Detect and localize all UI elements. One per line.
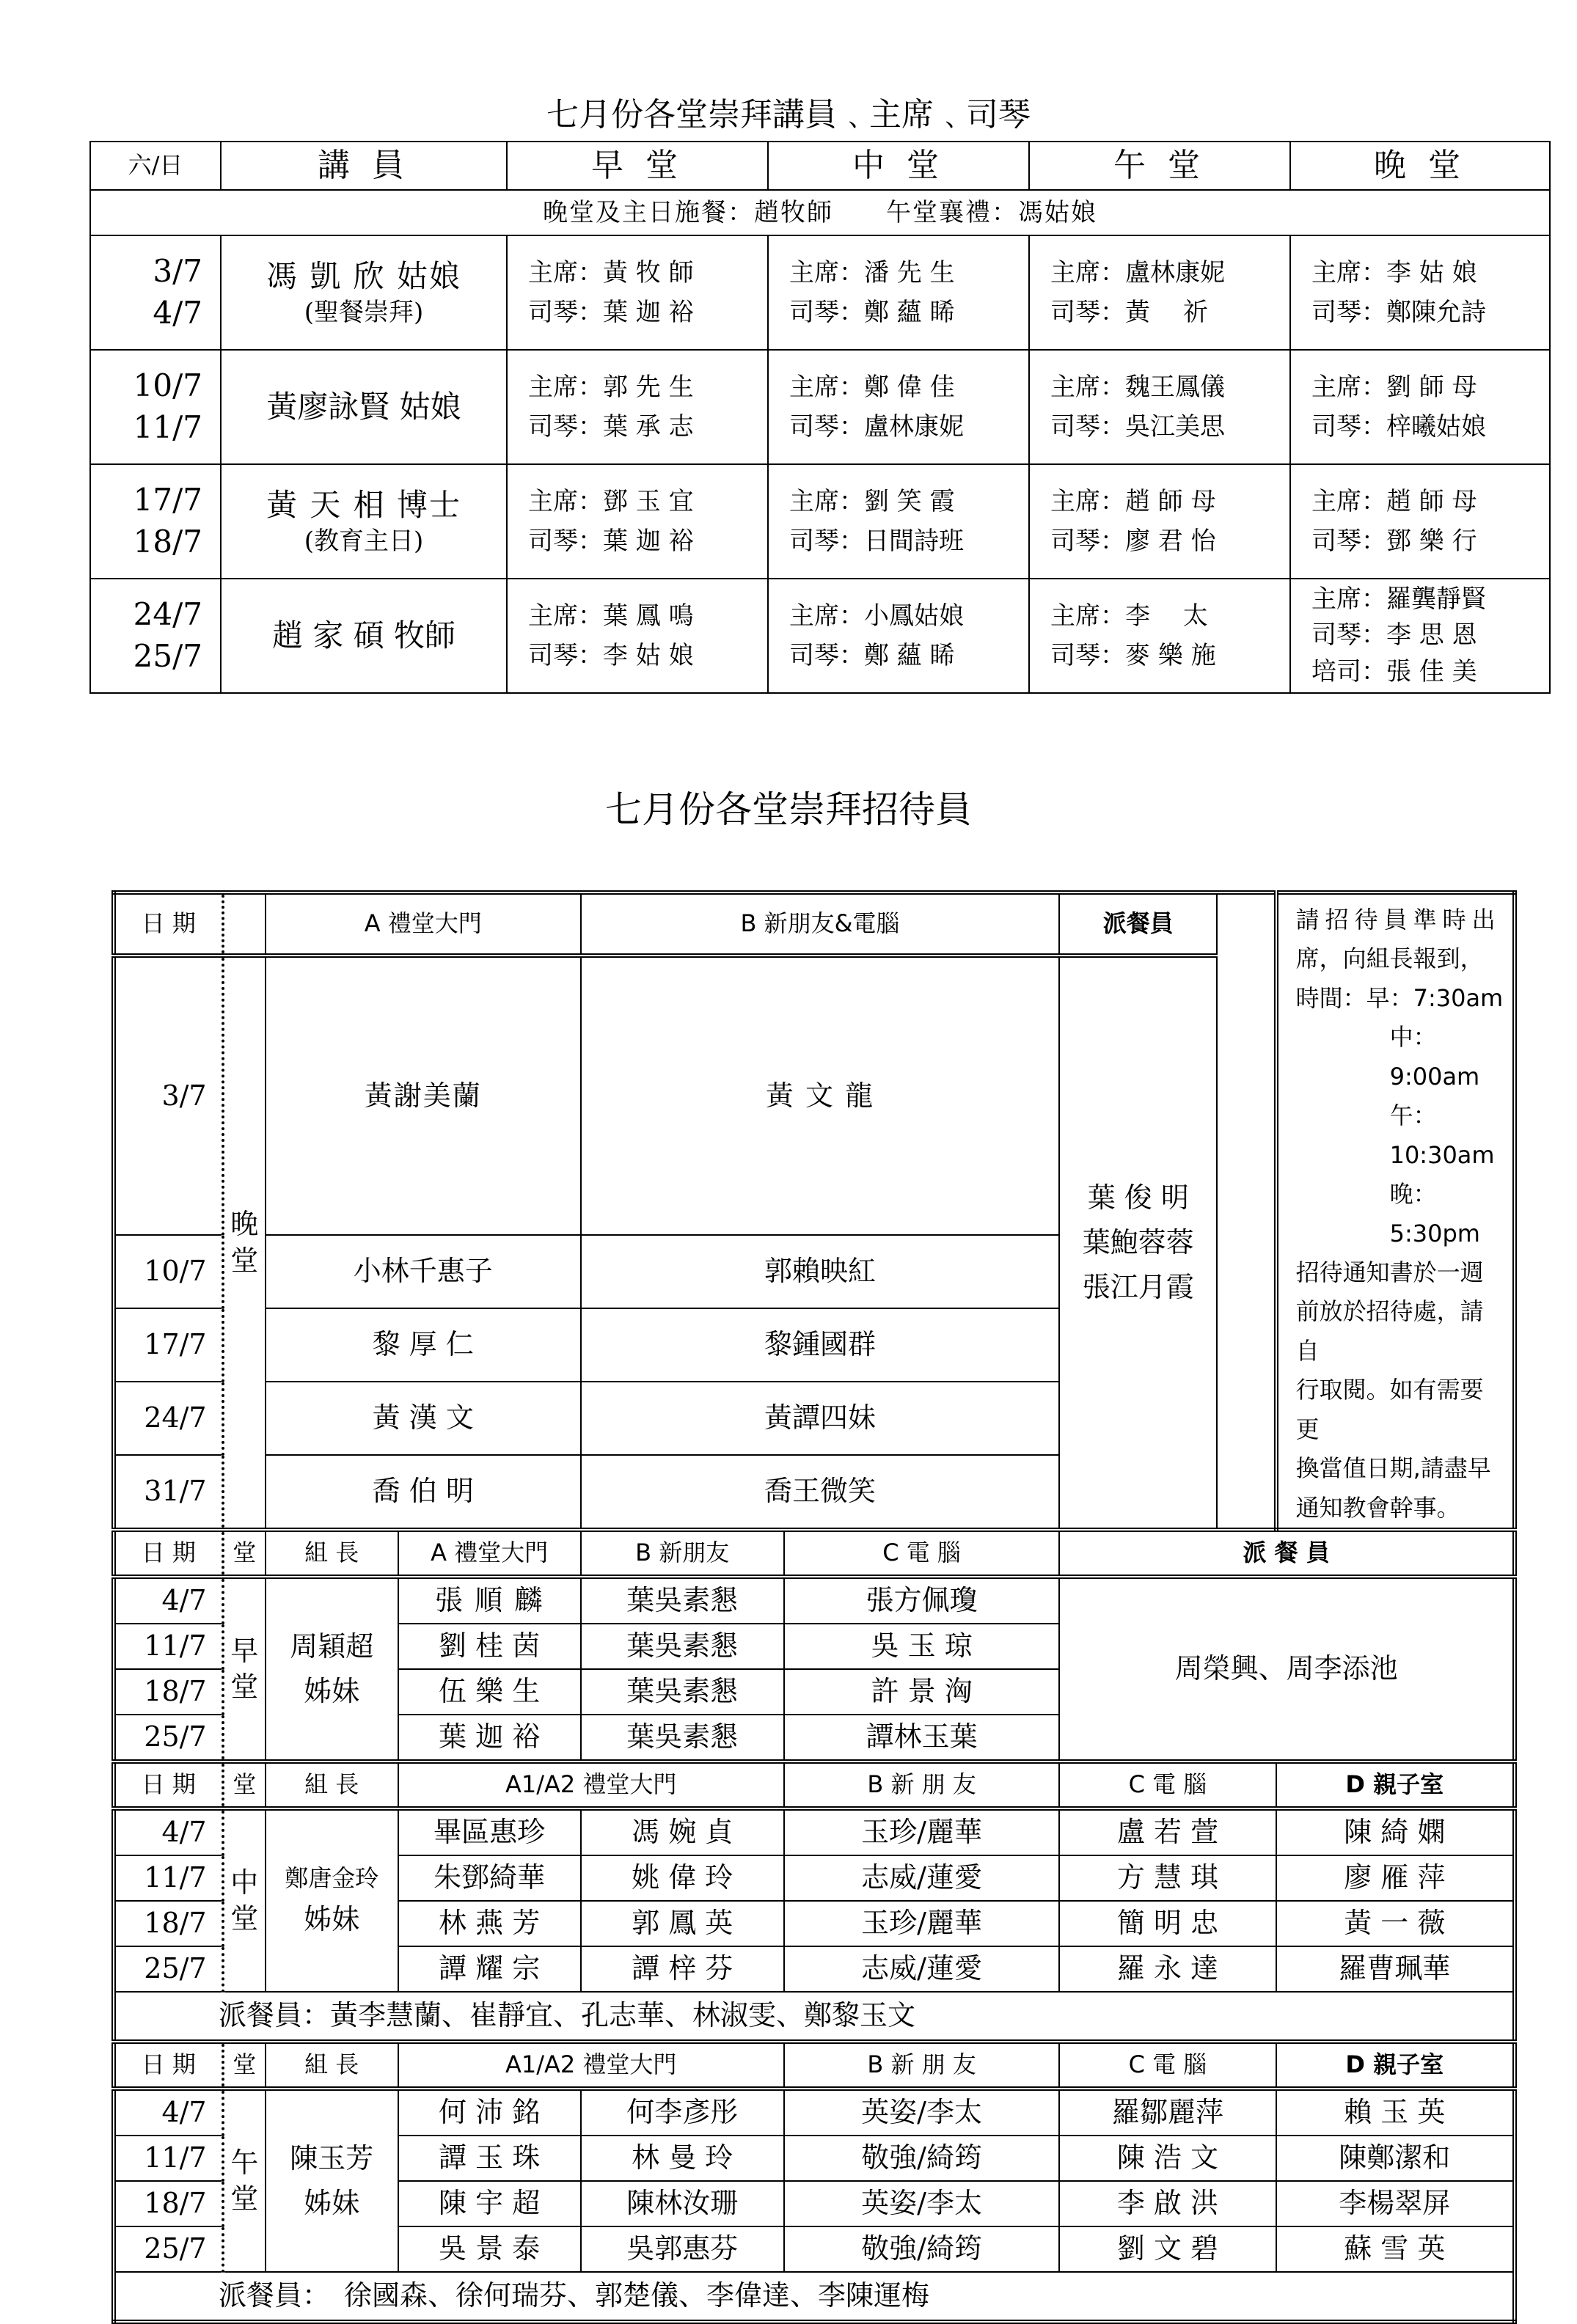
notice-line: 中：9:00am bbox=[1389, 1023, 1480, 1090]
service-cell bbox=[1029, 235, 1290, 350]
early-header-hall: 堂 bbox=[223, 1530, 266, 1577]
afternoon-leader bbox=[266, 2089, 398, 2272]
evening-usher-b: 黃譚四妹 bbox=[581, 1382, 1060, 1455]
organist: 司琴：盧林康妮 bbox=[789, 412, 964, 441]
middle-usher-a2: 郭 鳳 英 bbox=[581, 1901, 784, 1946]
meal-server: 葉鮑蓉蓉 bbox=[1082, 1226, 1194, 1259]
early-row bbox=[114, 1577, 1515, 1624]
evening-header-b: B 新朋友&電腦 bbox=[581, 892, 1060, 956]
evening-header-row bbox=[114, 892, 1515, 956]
middle-meal-servers: 派餐員：黃李慧蘭、崔靜宜、孔志華、林淑雯、鄭黎玉文 bbox=[114, 1992, 1515, 2042]
speaker-cell bbox=[221, 579, 507, 693]
evening-date: 31/7 bbox=[114, 1455, 223, 1530]
date-sunday: 18/7 bbox=[133, 524, 202, 560]
meal-server: 張江月霞 bbox=[1082, 1270, 1194, 1303]
chair: 主席：黃 牧 師 bbox=[528, 257, 694, 287]
middle-usher-a1: 畢區惠珍 bbox=[398, 1808, 581, 1855]
assignment-note: 晚堂及主日施餐：趙牧師 午堂襄禮：馮姑娘 bbox=[90, 190, 1550, 235]
evening-date: 17/7 bbox=[114, 1308, 223, 1382]
middle-usher-a2: 馮 婉 貞 bbox=[581, 1808, 784, 1855]
middle-header-date: 日 期 bbox=[114, 1762, 223, 1808]
leader-title: 姊妹 bbox=[304, 1903, 360, 1936]
early-header-leader: 組 長 bbox=[266, 1530, 398, 1577]
header-evening: 晚 堂 bbox=[1290, 142, 1550, 190]
evening-usher-b: 黎鍾國群 bbox=[581, 1308, 1060, 1382]
early-header-c: C 電 腦 bbox=[784, 1530, 1060, 1577]
date-saturday: 10/7 bbox=[133, 367, 202, 404]
evening-date: 3/7 bbox=[114, 956, 223, 1235]
afternoon-usher-d: 陳鄭潔和 bbox=[1276, 2136, 1515, 2181]
chair: 主席：趙 師 母 bbox=[1311, 486, 1477, 516]
middle-usher-a1: 朱鄧綺華 bbox=[398, 1855, 581, 1901]
note-row bbox=[90, 190, 1550, 235]
organist: 司琴：李 思 恩 bbox=[1311, 620, 1477, 650]
header-row bbox=[90, 142, 1550, 190]
afternoon-header-c: C 電 腦 bbox=[1059, 2042, 1276, 2089]
afternoon-date: 4/7 bbox=[114, 2089, 223, 2136]
header-speaker: 講 員 bbox=[221, 142, 507, 190]
date-sunday: 11/7 bbox=[133, 409, 202, 445]
afternoon-usher-a1: 譚 玉 珠 bbox=[398, 2136, 581, 2181]
usher-notice bbox=[1276, 892, 1515, 1530]
notice-line: 請招待員準時出 bbox=[1295, 906, 1501, 934]
middle-usher-a2: 姚 偉 玲 bbox=[581, 1855, 784, 1901]
service-cell bbox=[1290, 464, 1550, 579]
afternoon-date: 25/7 bbox=[114, 2226, 223, 2272]
afternoon-usher-c: 羅鄒麗萍 bbox=[1059, 2089, 1276, 2136]
early-header-meal: 派 餐 員 bbox=[1059, 1530, 1515, 1577]
chair: 主席：劉 笑 霞 bbox=[789, 486, 955, 516]
evening-usher-a: 小林千惠子 bbox=[266, 1235, 581, 1308]
evening-meal-servers bbox=[1059, 956, 1217, 1530]
middle-header-hall: 堂 bbox=[223, 1762, 266, 1808]
schedule-row bbox=[90, 350, 1550, 464]
early-header-b: B 新朋友 bbox=[581, 1530, 784, 1577]
early-date: 11/7 bbox=[114, 1624, 223, 1669]
chair: 主席：郭 先 生 bbox=[528, 372, 694, 402]
afternoon-usher-d: 蘇 雪 英 bbox=[1276, 2226, 1515, 2272]
afternoon-usher-a2: 何李彥彤 bbox=[581, 2089, 784, 2136]
early-usher-b: 葉吳素懇 bbox=[581, 1669, 784, 1715]
notice-line: 前放於招待處，請自 bbox=[1295, 1297, 1484, 1365]
afternoon-usher-c: 李 啟 洪 bbox=[1059, 2181, 1276, 2226]
notice-line: 午：10:30am bbox=[1389, 1101, 1495, 1169]
date-cell bbox=[90, 235, 221, 350]
leader-title: 姊妹 bbox=[304, 2187, 360, 2219]
service-cell bbox=[768, 464, 1029, 579]
leader-title: 姊妹 bbox=[304, 1675, 360, 1707]
afternoon-header-d: D 親子室 bbox=[1276, 2042, 1515, 2089]
early-usher-b: 葉吳素懇 bbox=[581, 1715, 784, 1762]
date-sunday: 4/7 bbox=[153, 295, 202, 331]
middle-usher-b: 玉珍/麗華 bbox=[784, 1901, 1060, 1946]
middle-usher-a1: 林 燕 芳 bbox=[398, 1901, 581, 1946]
middle-date: 18/7 bbox=[114, 1901, 223, 1946]
service-label-text: 午堂 bbox=[230, 2146, 259, 2215]
service-cell bbox=[507, 350, 768, 464]
evening-usher-a: 黃 漢 文 bbox=[266, 1382, 581, 1455]
early-usher-b: 葉吳素懇 bbox=[581, 1624, 784, 1669]
evening-date: 10/7 bbox=[114, 1235, 223, 1308]
early-usher-a: 劉 桂 茵 bbox=[398, 1624, 581, 1669]
afternoon-header-hall: 堂 bbox=[223, 2042, 266, 2089]
middle-date: 11/7 bbox=[114, 1855, 223, 1901]
evening-usher-a: 黎 厚 仁 bbox=[266, 1308, 581, 1382]
chair: 主席：潘 先 生 bbox=[789, 257, 955, 287]
service-label-text: 晚堂 bbox=[230, 1208, 259, 1277]
middle-header-leader: 組 長 bbox=[266, 1762, 398, 1808]
chair: 主席：羅龔靜賢 bbox=[1311, 584, 1486, 615]
date-sunday: 25/7 bbox=[133, 638, 202, 674]
evening-header-a: A 禮堂大門 bbox=[266, 892, 581, 956]
middle-service-label bbox=[223, 1808, 266, 1992]
middle-usher-b: 玉珍/麗華 bbox=[784, 1808, 1060, 1855]
afternoon-meal-row bbox=[114, 2272, 1515, 2322]
afternoon-service-label bbox=[223, 2089, 266, 2272]
organist: 司琴：李 姑 娘 bbox=[528, 641, 694, 670]
service-label-text: 中堂 bbox=[230, 1866, 259, 1935]
leader-name: 周穎超 bbox=[290, 1630, 374, 1663]
early-usher-c: 吳 玉 琼 bbox=[784, 1624, 1060, 1669]
middle-usher-d: 廖 雁 萍 bbox=[1276, 1855, 1515, 1901]
early-meal-servers: 周榮興、周李添池 bbox=[1059, 1577, 1515, 1762]
organist: 司琴：吳江美思 bbox=[1050, 412, 1225, 441]
notice-line: 換當值日期,請盡早 bbox=[1295, 1454, 1491, 1483]
afternoon-header-a: A1/A2 禮堂大門 bbox=[398, 2042, 784, 2089]
schedule-row bbox=[90, 464, 1550, 579]
chair: 主席：李 太 bbox=[1050, 601, 1208, 631]
early-header-date: 日 期 bbox=[114, 1530, 223, 1577]
header-date: 六/日 bbox=[90, 142, 221, 190]
evening-usher-a: 黃謝美蘭 bbox=[266, 956, 581, 1235]
notice-line: 招待通知書於一週 bbox=[1295, 1258, 1484, 1286]
notice-line: 通知教會幹事。 bbox=[1295, 1493, 1460, 1522]
afternoon-header-date: 日 期 bbox=[114, 2042, 223, 2089]
date-cell bbox=[90, 579, 221, 693]
afternoon-meal-servers: 派餐員： 徐國森、徐何瑞芬、郭楚儀、李偉達、李陳運梅 bbox=[114, 2272, 1515, 2322]
service-cell bbox=[1029, 350, 1290, 464]
afternoon-usher-a1: 吳 景 泰 bbox=[398, 2226, 581, 2272]
afternoon-date: 11/7 bbox=[114, 2136, 223, 2181]
organist: 司琴：日間詩班 bbox=[789, 527, 964, 556]
organist: 司琴：麥 樂 施 bbox=[1050, 641, 1216, 670]
service-cell bbox=[1290, 235, 1550, 350]
header-middle: 中 堂 bbox=[768, 142, 1029, 190]
middle-leader bbox=[266, 1808, 398, 1992]
early-usher-c: 張方佩瓊 bbox=[784, 1577, 1060, 1624]
afternoon-usher-a2: 吳郭惠芬 bbox=[581, 2226, 784, 2272]
ushers-table bbox=[111, 890, 1517, 2324]
middle-usher-c: 羅 永 達 bbox=[1059, 1946, 1276, 1992]
organist: 司琴：鄭 蘊 睎 bbox=[789, 641, 955, 670]
speaker-name: 馮 凱 欣 姑娘 bbox=[266, 257, 462, 294]
service-cell bbox=[1029, 579, 1290, 693]
early-date: 4/7 bbox=[114, 1577, 223, 1624]
schedule-row bbox=[90, 235, 1550, 350]
chair: 主席：盧林康妮 bbox=[1050, 257, 1225, 287]
evening-header-meal: 派餐員 bbox=[1059, 892, 1217, 956]
middle-date: 4/7 bbox=[114, 1808, 223, 1855]
notice-spacer bbox=[1217, 892, 1276, 1530]
organist: 司琴：鄭 蘊 睎 bbox=[789, 298, 955, 327]
early-date: 25/7 bbox=[114, 1715, 223, 1762]
early-usher-b: 葉吳素懇 bbox=[581, 1577, 784, 1624]
service-cell bbox=[768, 235, 1029, 350]
afternoon-header-row bbox=[114, 2042, 1515, 2089]
notice-line: 席，向組長報到， bbox=[1295, 945, 1484, 973]
speaker-note: (聖餐崇拜) bbox=[304, 298, 424, 328]
early-usher-a: 張 順 麟 bbox=[398, 1577, 581, 1624]
chair: 主席：小鳳姑娘 bbox=[789, 601, 964, 631]
date-saturday: 17/7 bbox=[133, 482, 202, 518]
notice-line: 行取閱。如有需要更 bbox=[1295, 1376, 1484, 1443]
service-cell bbox=[1029, 464, 1290, 579]
organist: 司琴：葉 承 志 bbox=[528, 412, 694, 441]
organist: 司琴：黃 祈 bbox=[1050, 298, 1208, 327]
afternoon-usher-d: 賴 玉 英 bbox=[1276, 2089, 1515, 2136]
early-usher-a: 葉 迦 裕 bbox=[398, 1715, 581, 1762]
speakers-table bbox=[89, 141, 1551, 694]
organist: 司琴：鄭陳允詩 bbox=[1311, 298, 1486, 327]
middle-header-c: C 電 腦 bbox=[1059, 1762, 1276, 1808]
schedule-row bbox=[90, 579, 1550, 693]
evening-date: 24/7 bbox=[114, 1382, 223, 1455]
afternoon-header-b: B 新 朋 友 bbox=[784, 2042, 1060, 2089]
date-cell bbox=[90, 350, 221, 464]
meal-server: 葉 俊 明 bbox=[1087, 1181, 1189, 1214]
early-leader bbox=[266, 1577, 398, 1762]
header-early: 早 堂 bbox=[507, 142, 768, 190]
service-cell bbox=[1290, 579, 1550, 693]
accompanist-trainee: 培司：張 佳 美 bbox=[1311, 656, 1477, 686]
afternoon-usher-b: 英姿/李太 bbox=[784, 2181, 1060, 2226]
middle-usher-d: 黃 一 薇 bbox=[1276, 1901, 1515, 1946]
afternoon-usher-a2: 林 曼 玲 bbox=[581, 2136, 784, 2181]
afternoon-usher-b: 敬強/綺筠 bbox=[784, 2226, 1060, 2272]
speaker-note: (教育主日) bbox=[304, 527, 424, 557]
middle-header-a: A1/A2 禮堂大門 bbox=[398, 1762, 784, 1808]
chair: 主席：魏王鳳儀 bbox=[1050, 372, 1225, 402]
early-usher-c: 譚林玉葉 bbox=[784, 1715, 1060, 1762]
afternoon-usher-b: 英姿/李太 bbox=[784, 2089, 1060, 2136]
service-cell bbox=[507, 464, 768, 579]
speaker-name: 趙 家 碩 牧師 bbox=[271, 617, 456, 653]
evening-header-date: 日 期 bbox=[114, 892, 223, 956]
speaker-name: 黃廖詠賢 姑娘 bbox=[266, 388, 461, 425]
evening-usher-b: 郭賴映紅 bbox=[581, 1235, 1060, 1308]
middle-usher-d: 羅曹珮華 bbox=[1276, 1946, 1515, 1992]
middle-usher-c: 簡 明 忠 bbox=[1059, 1901, 1276, 1946]
chair: 主席：鄭 偉 佳 bbox=[789, 372, 955, 402]
evening-service-label bbox=[223, 956, 266, 1530]
leader-name: 鄭唐金玲 bbox=[285, 1864, 379, 1892]
organist: 司琴：鄧 樂 行 bbox=[1311, 527, 1477, 556]
notice-line: 晚：5:30pm bbox=[1389, 1180, 1480, 1247]
middle-usher-a2: 譚 梓 芬 bbox=[581, 1946, 784, 1992]
evening-usher-b: 黃 文 龍 bbox=[581, 956, 1060, 1235]
early-header-row bbox=[114, 1530, 1515, 1577]
leader-name: 陳玉芳 bbox=[290, 2142, 374, 2175]
ushers-title: 七月份各堂崇拜招待員 bbox=[605, 788, 972, 831]
date-cell bbox=[90, 464, 221, 579]
middle-header-b: B 新 朋 友 bbox=[784, 1762, 1060, 1808]
afternoon-usher-b: 敬強/綺筠 bbox=[784, 2136, 1060, 2181]
speaker-name: 黃 天 相 博士 bbox=[266, 486, 462, 523]
afternoon-header-leader: 組 長 bbox=[266, 2042, 398, 2089]
middle-usher-b: 志威/蓮愛 bbox=[784, 1855, 1060, 1901]
chair: 主席：葉 鳳 鳴 bbox=[528, 601, 694, 631]
evening-usher-a: 喬 伯 明 bbox=[266, 1455, 581, 1530]
service-cell bbox=[768, 579, 1029, 693]
early-usher-c: 許 景 洶 bbox=[784, 1669, 1060, 1715]
afternoon-usher-c: 陳 浩 文 bbox=[1059, 2136, 1276, 2181]
organist: 司琴：葉 迦 裕 bbox=[528, 298, 694, 327]
organist: 司琴：廖 君 怡 bbox=[1050, 527, 1216, 556]
speaker-cell bbox=[221, 235, 507, 350]
afternoon-usher-d: 李楊翠屏 bbox=[1276, 2181, 1515, 2226]
organist: 司琴：梓曦姑娘 bbox=[1311, 412, 1486, 441]
middle-row bbox=[114, 1808, 1515, 1855]
service-cell bbox=[507, 235, 768, 350]
middle-meal-row bbox=[114, 1992, 1515, 2042]
speaker-cell bbox=[221, 350, 507, 464]
afternoon-row bbox=[114, 2089, 1515, 2136]
service-cell bbox=[1290, 350, 1550, 464]
evening-header-blank bbox=[223, 892, 266, 956]
middle-header-row bbox=[114, 1762, 1515, 1808]
middle-usher-c: 方 慧 琪 bbox=[1059, 1855, 1276, 1901]
notice-line: 時間：早：7:30am bbox=[1295, 983, 1504, 1012]
header-afternoon: 午 堂 bbox=[1029, 142, 1290, 190]
afternoon-usher-c: 劉 文 碧 bbox=[1059, 2226, 1276, 2272]
afternoon-usher-a1: 何 沛 銘 bbox=[398, 2089, 581, 2136]
middle-date: 25/7 bbox=[114, 1946, 223, 1992]
early-service-label bbox=[223, 1577, 266, 1762]
service-cell bbox=[507, 579, 768, 693]
speaker-cell bbox=[221, 464, 507, 579]
middle-usher-b: 志威/蓮愛 bbox=[784, 1946, 1060, 1992]
early-date: 18/7 bbox=[114, 1669, 223, 1715]
chair: 主席：劉 師 母 bbox=[1311, 372, 1477, 402]
early-header-a: A 禮堂大門 bbox=[398, 1530, 581, 1577]
middle-header-d: D 親子室 bbox=[1276, 1762, 1515, 1808]
afternoon-usher-a2: 陳林汝珊 bbox=[581, 2181, 784, 2226]
early-usher-a: 伍 樂 生 bbox=[398, 1669, 581, 1715]
afternoon-date: 18/7 bbox=[114, 2181, 223, 2226]
chair: 主席：李 姑 娘 bbox=[1311, 257, 1477, 287]
organist: 司琴：葉 迦 裕 bbox=[528, 527, 694, 556]
afternoon-usher-a1: 陳 宇 超 bbox=[398, 2181, 581, 2226]
date-saturday: 3/7 bbox=[153, 253, 202, 290]
date-saturday: 24/7 bbox=[133, 596, 202, 633]
middle-usher-c: 盧 若 萱 bbox=[1059, 1808, 1276, 1855]
middle-usher-a1: 譚 耀 宗 bbox=[398, 1946, 581, 1992]
speakers-title: 七月份各堂崇拜講員﹑主席﹑司琴 bbox=[546, 96, 1031, 133]
middle-usher-d: 陳 綺 嫻 bbox=[1276, 1808, 1515, 1855]
evening-usher-b: 喬王微笑 bbox=[581, 1455, 1060, 1530]
service-cell bbox=[768, 350, 1029, 464]
service-label-text: 早堂 bbox=[230, 1634, 259, 1703]
chair: 主席：趙 師 母 bbox=[1050, 486, 1216, 516]
chair: 主席：鄧 玉 宜 bbox=[528, 486, 694, 516]
